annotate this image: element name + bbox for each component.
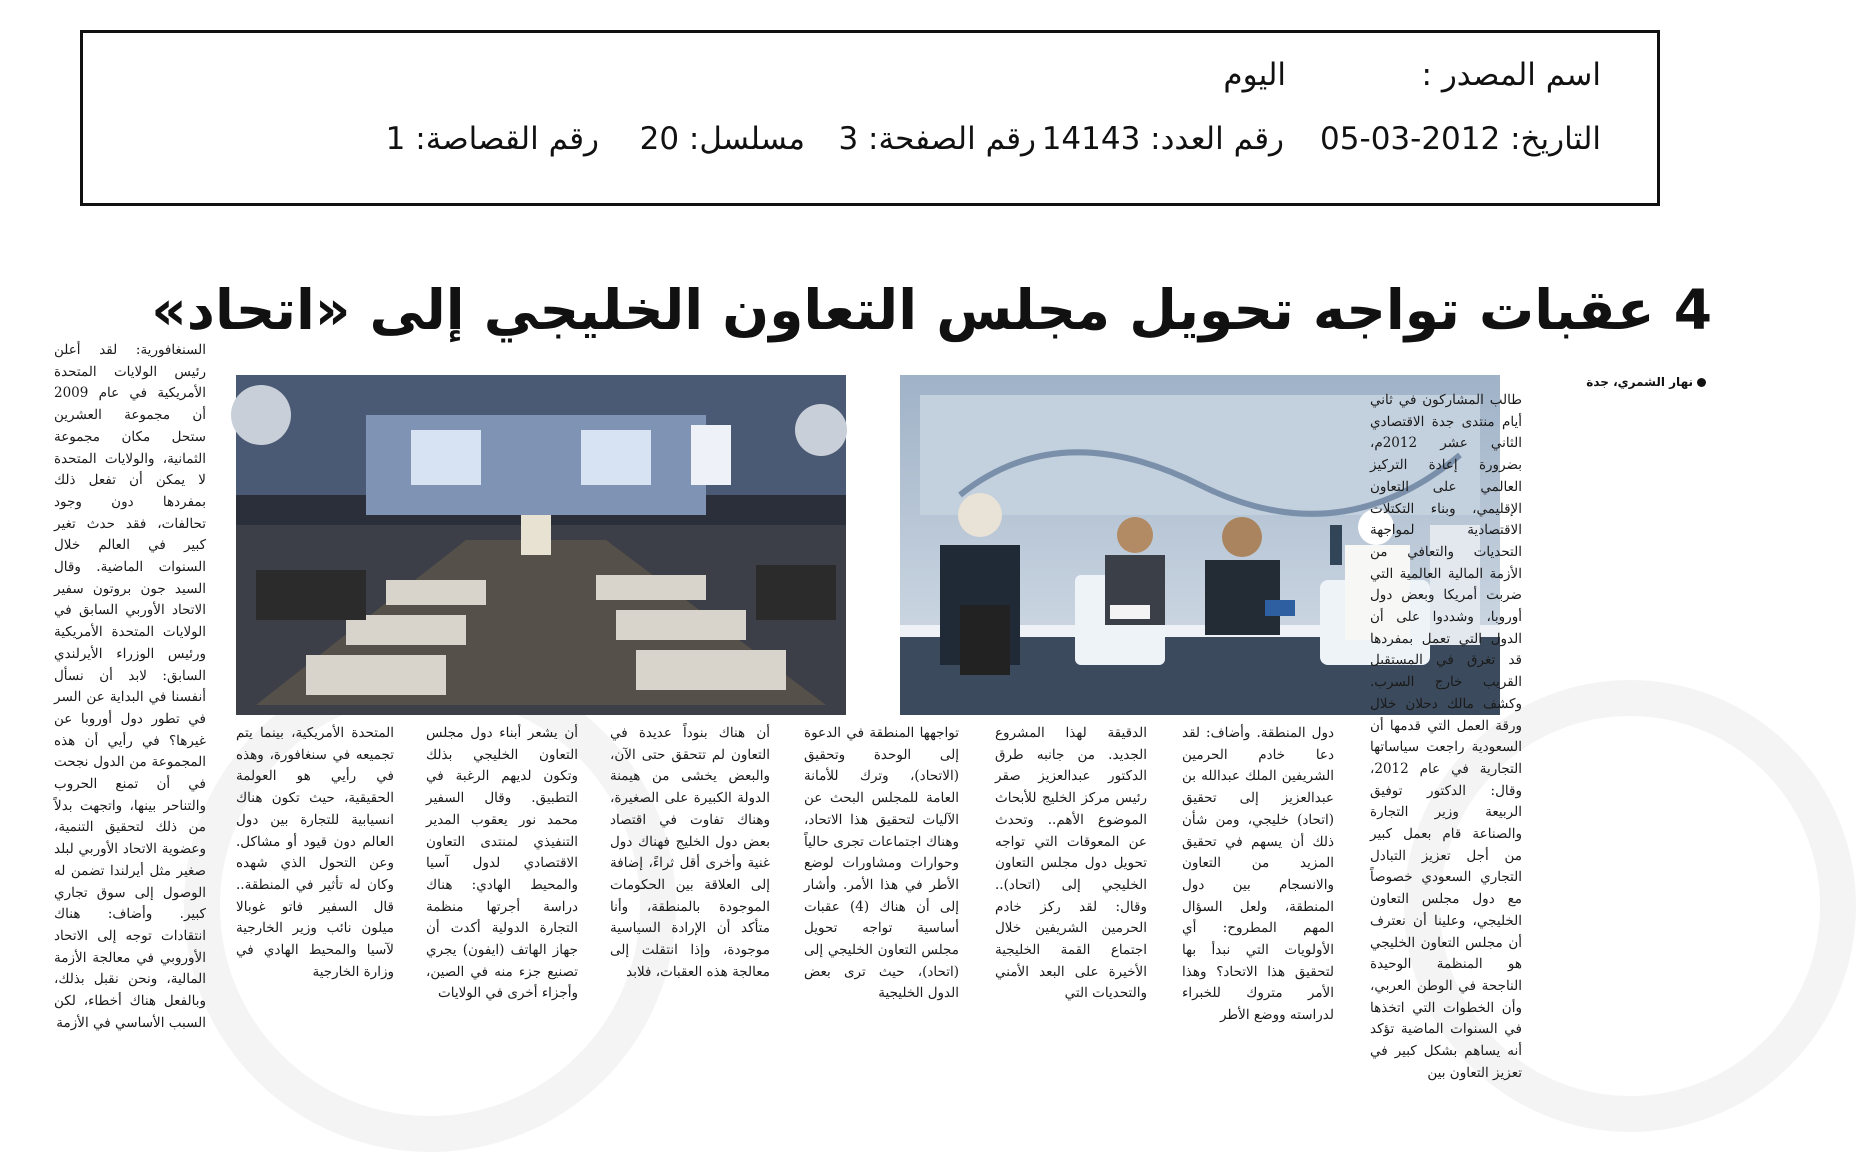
article-column-3 (995, 723, 1147, 1013)
article-column-5 (610, 723, 770, 1013)
source-value: اليوم (1223, 57, 1286, 93)
column-6-text: أن يشعر أبناء دول مجلس التعاون الخليجي بذلك وتكون لديهم الرغبة في التطبيق. وقال السفير محمد نور يعقوب المدير التنفيذي لمنتدى التعاون الاقتصادي لدول آسيا والمحيط الهادي: هناك دراسة أجرتها منظمة التجارة الدولية أكدت أن جهاز الهاتف (ايفون) يجري تصنيع جزء منه في الصين، وأجزاء أخرى في الولايات (426, 725, 578, 1002)
source-info-box (80, 30, 1660, 206)
column-8-text: السنغافورية: لقد أعلن رئيس الولايات المتحدة الأمريكية في عام 2009 أن مجموعة العشرين ستحل مكان مجموعة الثمانية، والولايات المتحدة لا يمكن أن تفعل ذلك بمفردها دون وجود تحالفات، فقد حدث تغير كبير في العالم خلال السنوات الماضية. وقال السيد جون بروتون سفير الاتحاد الأوربي السابق في الولايات المتحدة الأمريكية ورئيس الوزراء الأيرلندي السابق: لابد أن نسأل أنفسنا في البداية عن السر في تطور دول أوروبا عن غيرها؟ في رأيي أن هذه المجموعة من الدول نجحت في أن تمنع الحروب والتناحر بينها، واتجهت بدلاً من ذلك لتحقيق التنمية، وعضوية الاتحاد الأوربي لبلد صغير مثل أيرلندا تضمن له الوصول إلى سوق تجاري كبير. وأضاف: هناك انتقادات توجه إلى الاتحاد الأوروبي في معالجة الأزمة المالية، ونحن نقبل بذلك، وبالفعل هناك أخطاء، لكن السبب الأساسي في الأزمة (54, 342, 206, 1031)
article-column-8 (54, 340, 206, 1031)
auditorium-photo-drawing (236, 375, 846, 715)
auditorium-photo (236, 375, 846, 715)
date-field: التاريخ: 2012-03-05 (1320, 121, 1601, 157)
source-label: اسم المصدر : (1421, 57, 1601, 93)
issue-field: رقم العدد: 14143 (1041, 121, 1284, 157)
article-column-6 (426, 723, 578, 1013)
column-1-text: طالب المشاركون في ثاني أيام منتدى جدة الاقتصادي الثاني عشر 2012م، بضرورة إعادة التركيز العالمي على التعاون الإقليمي، وبناء التكتلات الاقتصادية لمواجهة التحديات والتعافي من الأزمة المالية العالمية التي ضربت أمريكا وبعض دول أوروبا، وشددوا على أن الدول التي تعمل بمفردها قد تغرق في المستقبل القريب خارج السرب. وكشف مالك دحلان خلال ورقة العمل التي قدمها أن السعودية راجعت سياساتها التجارية في عام 2012، وقال: الدكتور توفيق الربيعة وزير التجارة والصناعة قام بعمل كبير من أجل تعزيز التبادل التجاري السعودي خصوصاً مع دول مجلس التعاون الخليجي، وعلينا أن نعترف أن مجلس التعاون الخليجي هو المنظمة الوحيدة الناجحة في الوطن العربي، وأن الخطوات التي اتخذها في السنوات الماضية تؤكد أنه يساهم بشكل كبير في تعزيز التعاون بين (1370, 392, 1522, 1081)
newspaper-clipping (54, 240, 1734, 1081)
article-column-2 (1182, 723, 1334, 1024)
clip-number-field: رقم القصاصة: 1 (385, 121, 599, 157)
byline-text: نهار الشمري، جدة (1586, 375, 1693, 389)
byline-bullet-icon (1697, 378, 1706, 387)
article-column-1 (1370, 390, 1522, 1081)
column-2-text: دول المنطقة. وأضاف: لقد دعا خادم الحرمين الشريفين الملك عبدالله بن عبدالعزيز إلى تحقيق (اتحاد) خليجي، ومن شأن ذلك أن يسهم في تحقيق المزيد من التعاون والانسجام بين دول المنطقة، ولعل السؤال المهم المطروح: أي الأولويات التي نبدأ بها لتحقيق هذا الاتحاد؟ وهذا الأمر متروك للخبراء لدراسته ووضع الأطر (1182, 725, 1334, 1024)
column-3-text: الدقيقة لهذا المشروع الجديد. من جانبه طرق الدكتور عبدالعزيز صقر رئيس مركز الخليج للأبحاث الموضوع الأهم.. وتحدث عن المعوقات التي تواجه تحويل دول مجلس التعاون الخليجي إلى (اتحاد).. وقال: لقد ركز خادم الحرمين الشريفين خلال اجتماع القمة الخليجية الأخيرة على البعد الأمني والتحديات التي (995, 725, 1147, 1002)
article-byline (1586, 374, 1706, 390)
page-field: رقم الصفحة: 3 (838, 121, 1036, 157)
article-column-4 (804, 723, 959, 1013)
serial-field: مسلسل: 20 (639, 121, 805, 157)
article-column-7 (236, 723, 394, 1013)
column-5-text: أن هناك بنوداً عديدة في التعاون لم تتحقق حتى الآن، والبعض يخشى من هيمنة الدولة الكبيرة على الصغيرة، وهناك تفاوت في اقتصاد بعض دول الخليج فهناك دول غنية وأخرى أقل ثراءً، إضافة إلى العلاقة بين الحكومات الموجودة بالمنطقة، وأنا متأكد أن الإرادة السياسية موجودة، وإذا انتقلت إلى معالجة هذه العقبات، فلابد (610, 725, 770, 980)
article-headline: 4 عقبات تواجه تحويل مجلس التعاون الخليجي إلى «اتحاد» (151, 278, 1712, 342)
column-4-text: تواجهها المنطقة في الدعوة إلى الوحدة وتحقيق (الاتحاد)، وترك للأمانة العامة للمجلس البحث عن الآليات لتحقيق هذا الاتحاد، وهناك اجتماعات تجرى حالياً وحوارات ومشاورات لوضع الأطر في هذا الأمر. وأشار إلى أن هناك (4) عقبات أساسية تواجه تحويل مجلس التعاون الخليجي إلى (اتحاد)، حيث ترى بعض الدول الخليجية (804, 725, 959, 1002)
column-7-text: المتحدة الأمريكية، بينما يتم تجميعه في سنغافورة، وهذه في رأيي هو العولمة الحقيقية، حيث تكون هناك انسيابية للتجارة بين دول العالم دون قيود أو مشاكل. وعن التحول الذي شهده وكان له تأثير في المنطقة.. قال السفير فاتو غوبالا ميلون نائب وزير الخارجية لآسيا والمحيط الهادي في وزارة الخارجية (236, 725, 394, 980)
